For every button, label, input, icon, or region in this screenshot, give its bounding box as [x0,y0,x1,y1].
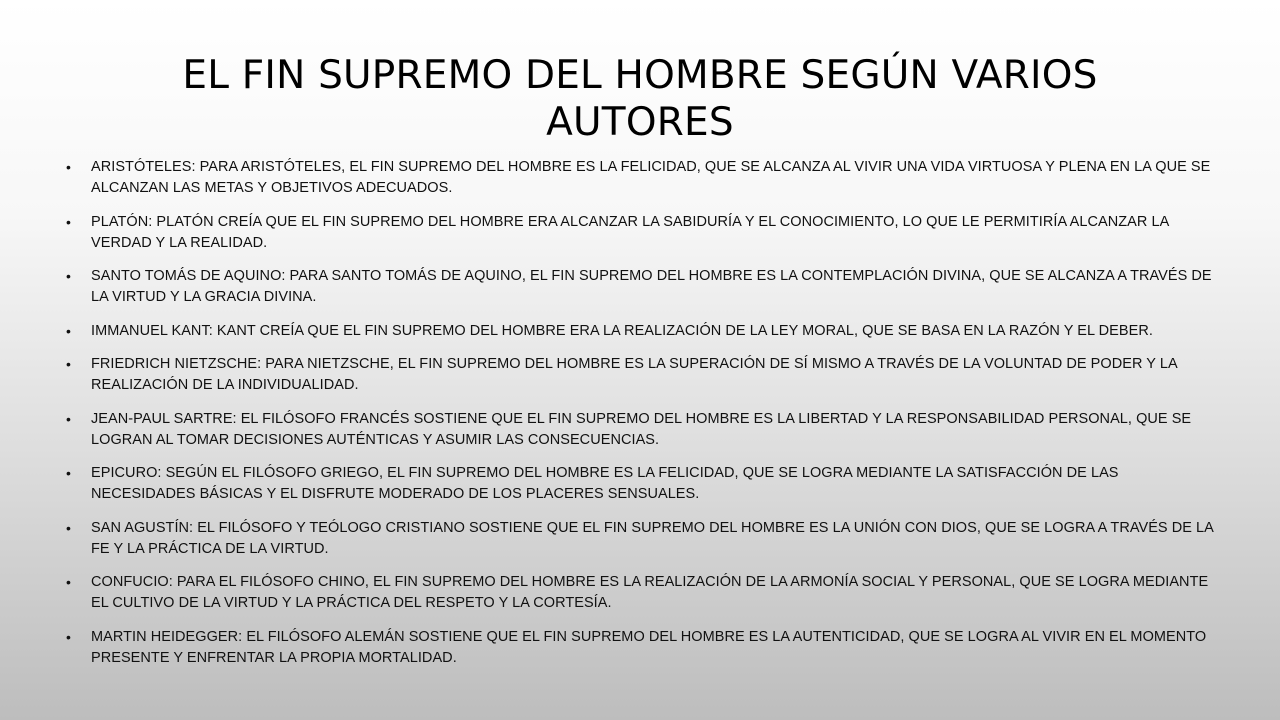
bullet-text: JEAN-PAUL SARTRE: EL FILÓSOFO FRANCÉS SOSTIENE QUE EL FIN SUPREMO DEL HOMBRE ES LA LIBERTAD Y LA RESPONSABILIDAD PERSONAL, QUE SE LOGRAN AL TOMAR DECISIONES AUTÉNTICAS Y ASUMIR LAS CONSECUENCIAS. [91,410,1192,448]
bullet-item [66,321,1224,342]
bullet-text: IMMANUEL KANT: KANT CREÍA QUE EL FIN SUPREMO DEL HOMBRE ERA LA REALIZACIÓN DE LA LEY MORAL, QUE SE BASA EN LA RAZÓN Y EL DEBER. [91,322,1153,339]
bullet-text: ARISTÓTELES: PARA ARISTÓTELES, EL FIN SUPREMO DEL HOMBRE ES LA FELICIDAD, QUE SE ALCANZA AL VIVIR UNA VIDA VIRTUOSA Y PLENA EN LA QUE SE ALCANZAN LAS METAS Y OBJETIVOS ADECUADOS. [91,159,1211,196]
bullet-item [66,157,1224,199]
bullet-text: EPICURO: SEGÚN EL FILÓSOFO GRIEGO, EL FIN SUPREMO DEL HOMBRE ES LA FELICIDAD, QUE SE LOGRA MEDIANTE LA SATISFACCIÓN DE LAS NECESIDADES BÁSICAS Y EL DISFRUTE MODERADO DE LOS PLACERES SENSUALES. [91,465,1119,502]
bullet-dot-icon: • [66,268,71,284]
bullet-list [66,157,1224,681]
bullet-item [66,354,1224,396]
bullet-text: MARTIN HEIDEGGER: EL FILÓSOFO ALEMÁN SOSTIENE QUE EL FIN SUPREMO DEL HOMBRE ES LA AUTENTICIDAD, QUE SE LOGRA AL VIVIR EN EL MOMENTO PRESENTE Y ENFRENTAR LA PROPIA MORTALIDAD. [91,628,1207,666]
bullet-dot-icon: • [66,213,71,230]
bullet-item [66,266,1224,308]
bullet-dot-icon: • [66,356,71,372]
bullet-dot-icon: • [66,519,71,536]
bullet-item [66,463,1224,505]
bullet-dot-icon: • [66,628,71,645]
bullet-text: FRIEDRICH NIETZSCHE: PARA NIETZSCHE, EL FIN SUPREMO DEL HOMBRE ES LA SUPERACIÓN DE SÍ MISMO A TRAVÉS DE LA VOLUNTAD DE PODER Y LA REALIZACIÓN DE LA INDIVIDUALIDAD. [91,356,1177,393]
slide-title: EL FIN SUPREMO DEL HOMBRE SEGÚN VARIOS AUTORES [182,53,1098,145]
bullet-text: PLATÓN: PLATÓN CREÍA QUE EL FIN SUPREMO DEL HOMBRE ERA ALCANZAR LA SABIDURÍA Y EL CONOCIMIENTO, LO QUE LE PERMITIRÍA ALCANZAR LA VERDAD Y LA REALIDAD. [91,213,1169,251]
bullet-dot-icon: • [66,322,71,339]
bullet-dot-icon: • [66,574,71,590]
bullet-item [66,409,1224,451]
bullet-dot-icon: • [66,465,71,481]
bullet-dot-icon: • [66,410,71,427]
bullet-item [66,518,1224,560]
bullet-dot-icon: • [66,159,71,175]
bullet-item [66,572,1224,614]
bullet-item [66,212,1224,254]
bullet-text: CONFUCIO: PARA EL FILÓSOFO CHINO, EL FIN SUPREMO DEL HOMBRE ES LA REALIZACIÓN DE LA ARMONÍA SOCIAL Y PERSONAL, QUE SE LOGRA MEDIANTE EL CULTIVO DE LA VIRTUD Y LA PRÁCTICA DEL RESPETO Y LA CORTESÍA. [91,574,1209,611]
bullet-text: SAN AGUSTÍN: EL FILÓSOFO Y TEÓLOGO CRISTIANO SOSTIENE QUE EL FIN SUPREMO DEL HOMBRE ES LA UNIÓN CON DIOS, QUE SE LOGRA A TRAVÉS DE LA FE Y LA PRÁCTICA DE LA VIRTUD. [91,519,1214,557]
bullet-item [66,627,1224,669]
bullet-text: SANTO TOMÁS DE AQUINO: PARA SANTO TOMÁS DE AQUINO, EL FIN SUPREMO DEL HOMBRE ES LA CONTEMPLACIÓN DIVINA, QUE SE ALCANZA A TRAVÉS DE LA VIRTUD Y LA GRACIA DIVINA. [91,268,1212,305]
